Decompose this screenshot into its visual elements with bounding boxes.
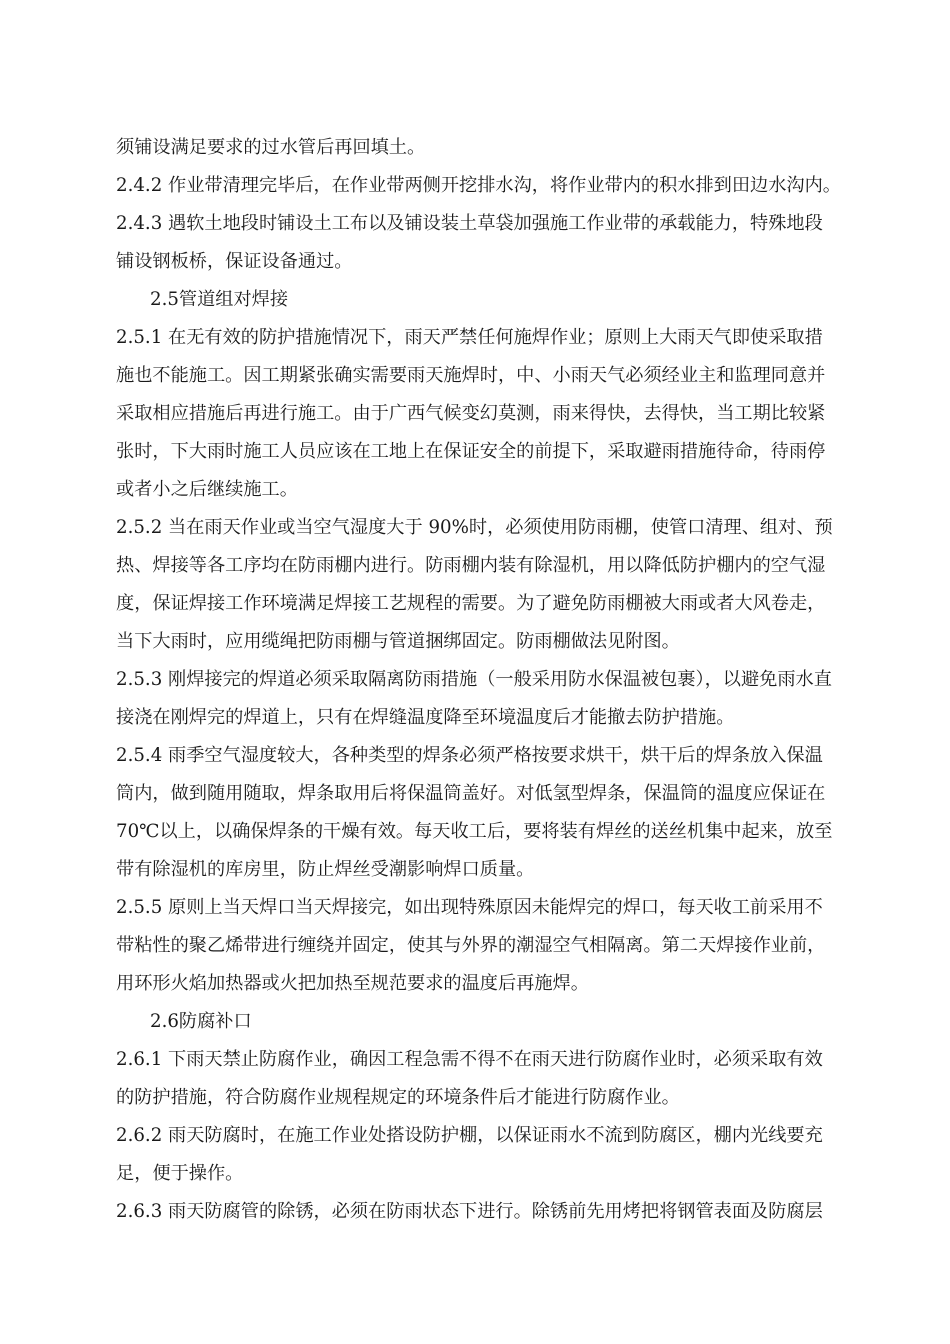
paragraph-2-5-2: 2.5.2 当在雨天作业或当空气湿度大于 90%时，必须使用防雨棚，使管口清理、组对、预 <box>116 517 833 538</box>
paragraph-2-5-1: 2.5.1 在无有效的防护措施情况下，雨天严禁任何施焊作业；原则上大雨天气即使采取措 <box>116 327 823 348</box>
section-heading-2-5: 2.5管道组对焊接 <box>150 289 289 310</box>
body-line: 热、焊接等各工序均在防雨棚内进行。防雨棚内装有除湿机，用以降低防护棚内的空气湿 <box>116 555 826 576</box>
body-line: 须铺设满足要求的过水管后再回填土。 <box>116 137 426 158</box>
body-line: 张时，下大雨时施工人员应该在工地上在保证安全的前提下，采取避雨措施待命，待雨停 <box>116 441 826 462</box>
paragraph-2-6-3: 2.6.3 雨天防腐管的除锈，必须在防雨状态下进行。除锈前先用烤把将钢管表面及防腐层 <box>116 1201 823 1222</box>
paragraph-2-4-3: 2.4.3 遇软土地段时铺设土工布以及铺设装土草袋加强施工作业带的承载能力，特殊地段 <box>116 213 823 234</box>
body-line: 接浇在刚焊完的焊道上，只有在焊缝温度降至环境温度后才能撤去防护措施。 <box>116 707 735 728</box>
body-line: 或者小之后继续施工。 <box>116 479 298 500</box>
body-line: 铺设钢板桥，保证设备通过。 <box>116 251 353 272</box>
paragraph-2-5-3: 2.5.3 刚焊接完的焊道必须采取隔离防雨措施（一般采用防水保温被包裹），以避免雨水直 <box>116 669 832 690</box>
body-line: 70℃以上，以确保焊条的干燥有效。每天收工后，要将装有焊丝的送丝机集中起来，放至 <box>116 821 833 842</box>
paragraph-2-5-5: 2.5.5 原则上当天焊口当天焊接完，如出现特殊原因未能焊完的焊口，每天收工前采用不 <box>116 897 823 918</box>
body-line: 带粘性的聚乙烯带进行缠绕并固定，使其与外界的潮湿空气相隔离。第二天焊接作业前， <box>116 935 826 956</box>
body-line: 的防护措施，符合防腐作业规程规定的环境条件后才能进行防腐作业。 <box>116 1087 680 1108</box>
body-line: 施也不能施工。因工期紧张确实需要雨天施焊时，中、小雨天气必须经业主和监理同意并 <box>116 365 826 386</box>
paragraph-2-4-2: 2.4.2 作业带清理完毕后，在作业带两侧开挖排水沟，将作业带内的积水排到田边水沟内。 <box>116 175 841 196</box>
section-heading-2-6: 2.6防腐补口 <box>150 1011 252 1032</box>
body-line: 用环形火焰加热器或火把加热至规范要求的温度后再施焊。 <box>116 973 589 994</box>
body-line: 筒内，做到随用随取，焊条取用后将保温筒盖好。对低氢型焊条，保温筒的温度应保证在 <box>116 783 826 804</box>
paragraph-2-6-1: 2.6.1 下雨天禁止防腐作业，确因工程急需不得不在雨天进行防腐作业时，必须采取有效 <box>116 1049 823 1070</box>
body-line: 当下大雨时，应用缆绳把防雨棚与管道捆绑固定。防雨棚做法见附图。 <box>116 631 680 652</box>
paragraph-2-5-4: 2.5.4 雨季空气湿度较大，各种类型的焊条必须严格按要求烘干，烘干后的焊条放入保温 <box>116 745 823 766</box>
body-line: 采取相应措施后再进行施工。由于广西气候变幻莫测，雨来得快，去得快，当工期比较紧 <box>116 403 826 424</box>
body-line: 度，保证焊接工作环境满足焊接工艺规程的需要。为了避免防雨棚被大雨或者大风卷走， <box>116 593 826 614</box>
body-line: 足，便于操作。 <box>116 1163 244 1184</box>
paragraph-2-6-2: 2.6.2 雨天防腐时，在施工作业处搭设防护棚，以保证雨水不流到防腐区，棚内光线要充 <box>116 1125 823 1146</box>
body-line: 带有除湿机的库房里，防止焊丝受潮影响焊口质量。 <box>116 859 535 880</box>
